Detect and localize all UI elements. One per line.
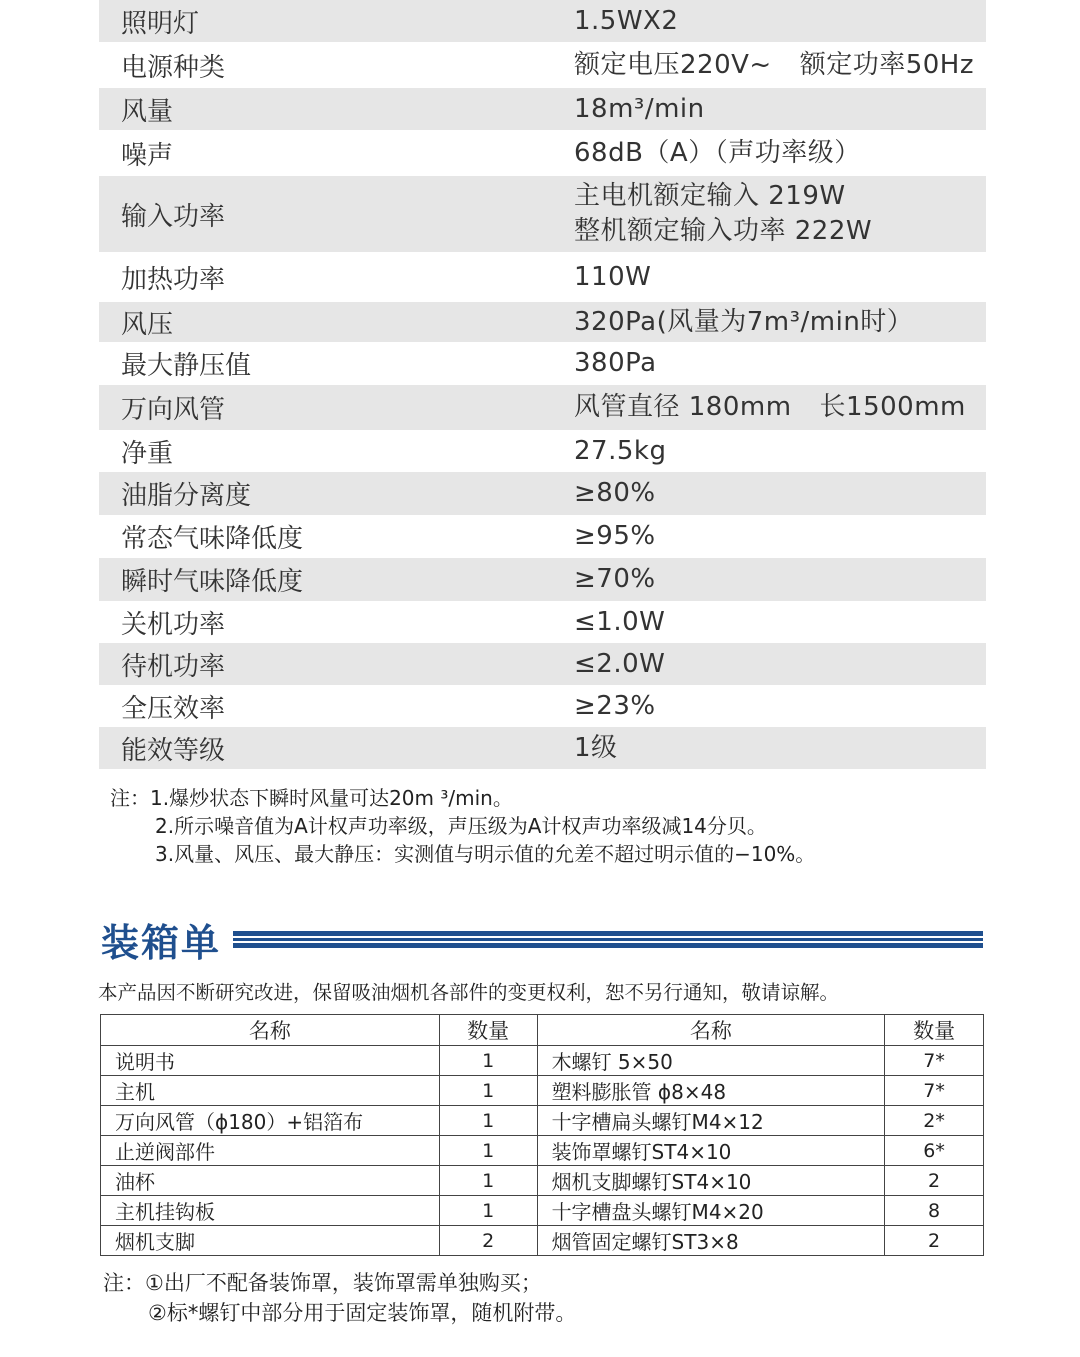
spec-value xyxy=(552,179,986,249)
spec-value-line: ≤1.0W xyxy=(574,606,666,637)
spec-row xyxy=(99,385,986,430)
item-qty: 1 xyxy=(439,1076,537,1106)
item-qty: 8 xyxy=(885,1196,984,1226)
spec-value-line: 110W xyxy=(574,261,652,292)
table-row xyxy=(101,1226,984,1256)
spec-row xyxy=(99,601,986,643)
spec-label: 风压 xyxy=(121,309,174,340)
section-rule-decoration xyxy=(233,931,983,948)
spec-value xyxy=(552,689,986,724)
table-row xyxy=(101,1106,984,1136)
item-name: 止逆阀部件 xyxy=(101,1136,440,1166)
item-name: 十字槽盘头螺钉M4×20 xyxy=(537,1196,885,1226)
item-qty: 6* xyxy=(885,1136,984,1166)
table-row xyxy=(101,1076,984,1106)
spec-value xyxy=(552,390,986,425)
spec-value xyxy=(552,305,986,340)
header-qty-1: 数量 xyxy=(439,1015,537,1046)
spec-row xyxy=(99,515,986,558)
spec-label: 万向风管 xyxy=(121,395,226,425)
spec-value-line: 主电机额定输入 219W xyxy=(574,181,846,211)
item-qty: 1 xyxy=(439,1196,537,1226)
packing-note-2: ②标*螺钉中部分用于固定装饰罩，随机附带。 xyxy=(148,1301,577,1325)
spec-value-line: 320Pa(风量为7m³/min时） xyxy=(574,306,914,337)
spec-value-line: 1.5WX2 xyxy=(574,5,679,36)
spec-value xyxy=(552,434,986,469)
item-name: 烟机支脚 xyxy=(101,1226,440,1256)
item-name: 主机挂钩板 xyxy=(101,1196,440,1226)
item-name: 烟管固定螺钉ST3×8 xyxy=(537,1226,885,1256)
spec-label: 待机功率 xyxy=(121,651,226,682)
item-qty: 2 xyxy=(885,1166,984,1196)
spec-label: 风量 xyxy=(121,96,174,127)
spec-value-part: 额定功率50Hz xyxy=(799,49,974,80)
spec-label: 关机功率 xyxy=(121,609,226,640)
spec-note-1: 注：1.爆炒状态下瞬时风量可达20m ³/min。 xyxy=(110,786,513,810)
packing-header-row xyxy=(101,1015,984,1046)
item-name: 主机 xyxy=(101,1076,440,1106)
spec-row xyxy=(99,302,986,342)
packing-list-title: 装箱单 xyxy=(101,921,222,965)
item-qty: 1 xyxy=(439,1046,537,1076)
spec-value-part: 额定电压220V~ xyxy=(574,49,772,80)
table-row xyxy=(101,1196,984,1226)
spec-value xyxy=(552,731,986,766)
spec-note-2: 2.所示噪音值为A计权声功率级，声压级为A计权声功率级减14分贝。 xyxy=(155,814,767,838)
spec-label: 最大静压值 xyxy=(121,351,252,381)
spec-row xyxy=(99,252,986,302)
table-row xyxy=(101,1136,984,1166)
spec-label: 净重 xyxy=(121,438,174,469)
item-name: 塑料膨胀管 ϕ8×48 xyxy=(537,1076,885,1106)
spec-label: 照明灯 xyxy=(121,8,200,39)
spec-value xyxy=(552,647,986,682)
packing-table xyxy=(100,1014,984,1256)
spec-row xyxy=(99,685,986,727)
spec-row xyxy=(99,130,986,176)
item-name: 油杯 xyxy=(101,1166,440,1196)
header-qty-2: 数量 xyxy=(885,1015,984,1046)
item-name: 十字槽扁头螺钉M4×12 xyxy=(537,1106,885,1136)
spec-value xyxy=(552,476,986,511)
item-qty: 1 xyxy=(439,1166,537,1196)
item-qty: 2 xyxy=(885,1226,984,1256)
spec-value-part: 长1500mm xyxy=(819,392,966,422)
spec-value-line: 380Pa xyxy=(574,348,657,378)
spec-value xyxy=(552,260,986,295)
spec-label: 能效等级 xyxy=(121,735,226,766)
table-row xyxy=(101,1046,984,1076)
item-name: 万向风管（ϕ180）+铝箔布 xyxy=(101,1106,440,1136)
item-qty: 2 xyxy=(439,1226,537,1256)
spec-note-3: 3.风量、风压、最大静压：实测值与明示值的允差不超过明示值的−10%。 xyxy=(155,842,816,866)
spec-label: 加热功率 xyxy=(121,264,226,295)
spec-value xyxy=(552,519,986,554)
packing-notes xyxy=(103,1268,576,1328)
spec-value-line: ≥95% xyxy=(574,521,656,551)
spec-row xyxy=(99,472,986,515)
spec-row xyxy=(99,430,986,472)
item-qty: 1 xyxy=(439,1136,537,1166)
item-name: 木螺钉 5×50 xyxy=(537,1046,885,1076)
spec-row xyxy=(99,342,986,385)
item-qty: 2* xyxy=(885,1106,984,1136)
header-name-1: 名称 xyxy=(101,1015,440,1046)
spec-row xyxy=(99,558,986,601)
spec-label: 瞬时气味降低度 xyxy=(121,567,304,597)
spec-value-line: ≥70% xyxy=(574,564,656,594)
spec-value-line: ≥80% xyxy=(574,478,656,508)
spec-row xyxy=(99,0,986,42)
item-qty: 1 xyxy=(439,1106,537,1136)
packing-disclaimer: 本产品因不断研究改进，保留吸油烟机各部件的变更权利，恕不另行通知，敬请谅解。 xyxy=(98,981,840,1004)
spec-value xyxy=(552,562,986,597)
spec-row xyxy=(99,42,986,88)
spec-value-line: ≥23% xyxy=(574,690,656,721)
spec-label: 输入功率 xyxy=(121,201,226,232)
packing-note-1: 注：①出厂不配备装饰罩，装饰罩需单独购买； xyxy=(103,1271,542,1295)
spec-notes xyxy=(110,784,815,868)
spec-label: 常态气味降低度 xyxy=(121,524,304,554)
item-name: 烟机支脚螺钉ST4×10 xyxy=(537,1166,885,1196)
spec-row xyxy=(99,176,986,252)
table-row xyxy=(101,1166,984,1196)
spec-value xyxy=(552,136,986,171)
spec-label: 全压效率 xyxy=(121,693,226,724)
spec-value-line: ≤2.0W xyxy=(574,648,666,679)
spec-label: 噪声 xyxy=(121,140,174,171)
spec-value-line: 18m³/min xyxy=(574,93,705,124)
item-name: 装饰罩螺钉ST4×10 xyxy=(537,1136,885,1166)
spec-value xyxy=(552,92,986,127)
spec-value xyxy=(552,346,986,381)
spec-table xyxy=(99,0,986,769)
item-qty: 7* xyxy=(885,1046,984,1076)
spec-value-line: 27.5kg xyxy=(574,435,667,466)
spec-value-part: 风管直径 180mm xyxy=(574,392,792,422)
spec-value xyxy=(552,605,986,640)
spec-row xyxy=(99,643,986,685)
item-name: 说明书 xyxy=(101,1046,440,1076)
spec-value xyxy=(552,48,986,83)
spec-value xyxy=(552,4,986,39)
item-qty: 7* xyxy=(885,1076,984,1106)
header-name-2: 名称 xyxy=(537,1015,885,1046)
spec-label: 电源种类 xyxy=(121,52,226,83)
spec-row xyxy=(99,727,986,769)
spec-label: 油脂分离度 xyxy=(121,481,252,511)
spec-value-line: 整机额定输入功率 222W xyxy=(574,216,873,246)
spec-value-line: 68dB（A）（声功率级） xyxy=(574,137,861,168)
spec-row xyxy=(99,88,986,130)
spec-value-line: 1级 xyxy=(574,732,618,763)
